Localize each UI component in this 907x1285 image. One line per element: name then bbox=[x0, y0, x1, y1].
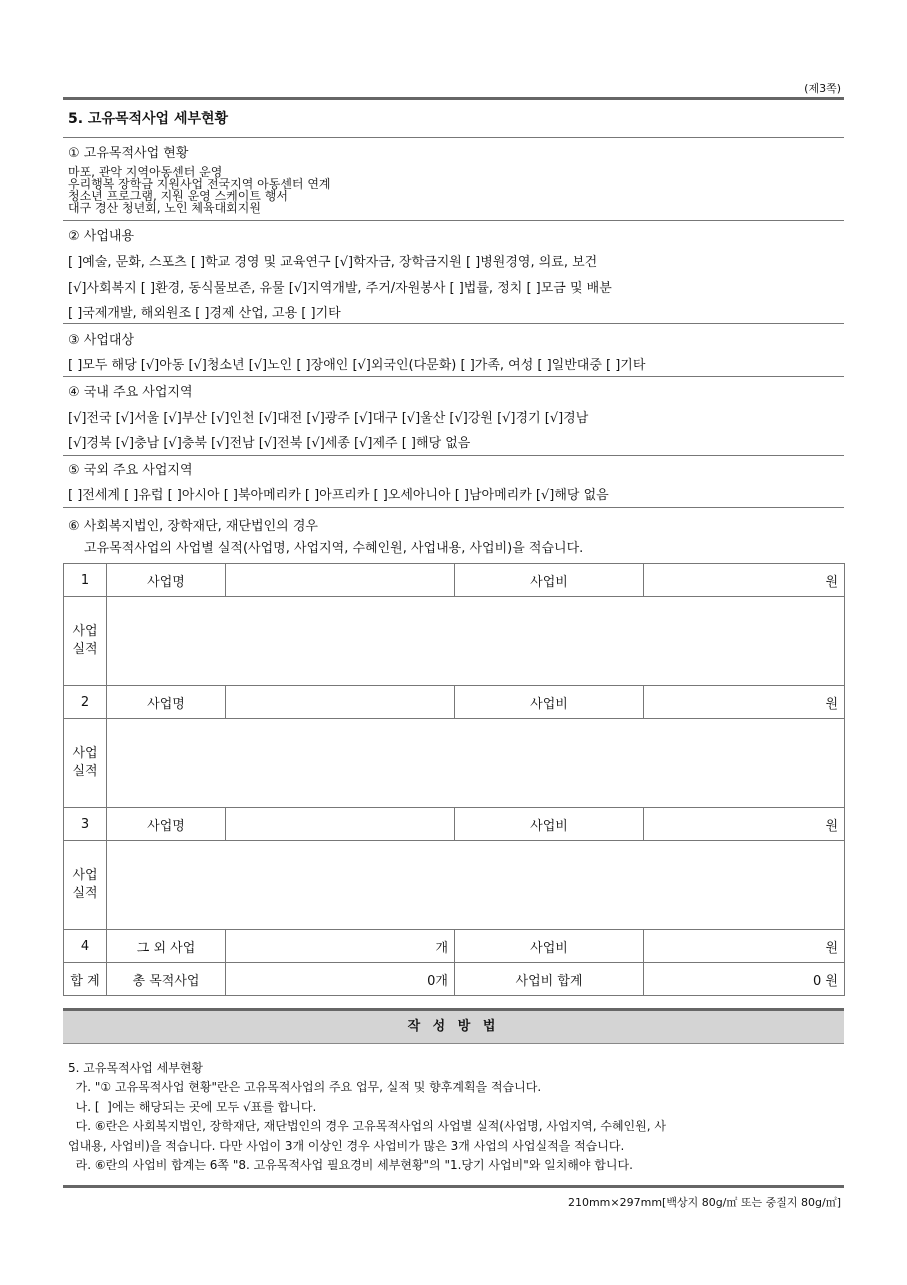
section-title: 5. 고유목적사업 세부현황 bbox=[68, 111, 229, 127]
total-cost-field[interactable]: 0 원 bbox=[644, 963, 845, 996]
name-label: 사업명 bbox=[107, 808, 226, 841]
s5-label: ⑤ 국외 주요 사업지역 bbox=[68, 463, 193, 478]
method-line: 5. 고유목적사업 세부현황 bbox=[68, 1061, 203, 1075]
name-field[interactable] bbox=[226, 808, 455, 841]
paper-spec: 210mm×297mm[백상지 80g/㎡ 또는 중질지 80g/㎡] bbox=[567, 1196, 841, 1209]
row-number: 2 bbox=[64, 686, 107, 719]
s1-label: ① 고유목적사업 현황 bbox=[68, 146, 189, 161]
s1-line: 우리행복 장학금 지원사업 전국지역 아동센터 연계 bbox=[68, 177, 331, 191]
performance-table bbox=[63, 563, 845, 996]
name-label: 사업명 bbox=[107, 686, 226, 719]
s4-label: ④ 국내 주요 사업지역 bbox=[68, 385, 193, 400]
s1-line: 대구 경산 청년회, 노인 체육대회지원 bbox=[68, 201, 261, 215]
row-number: 3 bbox=[64, 808, 107, 841]
table-row bbox=[64, 686, 845, 719]
name-field[interactable] bbox=[226, 564, 455, 597]
s3-line: [ ]모두 해당 [√]아동 [√]청소년 [√]노인 [ ]장애인 [√]외국인(다문화) [ ]가족, 여성 [ ]일반대중 [ ]기타 bbox=[68, 358, 646, 373]
performance-field[interactable] bbox=[107, 841, 845, 930]
divider bbox=[63, 323, 844, 324]
cost-label: 사업비 bbox=[455, 808, 644, 841]
cost-field[interactable]: 원 bbox=[644, 808, 845, 841]
table-row bbox=[64, 930, 845, 963]
total-cost-label: 사업비 합계 bbox=[455, 963, 644, 996]
row-number: 4 bbox=[64, 930, 107, 963]
cost-label: 사업비 bbox=[455, 564, 644, 597]
cost-field[interactable]: 원 bbox=[644, 686, 845, 719]
other-label: 그 외 사업 bbox=[107, 930, 226, 963]
divider bbox=[63, 376, 844, 377]
bottom-rule bbox=[63, 1185, 844, 1188]
performance-label: 사업 실적 bbox=[64, 597, 107, 686]
s1-lines bbox=[68, 166, 331, 214]
s2-line: [ ]국제개발, 해외원조 [ ]경제 산업, 고용 [ ]기타 bbox=[68, 306, 341, 321]
cost-field[interactable]: 원 bbox=[644, 930, 845, 963]
table-row bbox=[64, 597, 845, 686]
table-row bbox=[64, 963, 845, 996]
performance-label: 사업 실적 bbox=[64, 719, 107, 808]
performance-label: 사업 실적 bbox=[64, 841, 107, 930]
method-line: 업내용, 사업비)을 적습니다. 다만 사업이 3개 이상인 경우 사업비가 많은 3개 사업의 사업실적을 적습니다. bbox=[68, 1139, 625, 1153]
s2-label: ② 사업내용 bbox=[68, 229, 135, 244]
cost-label: 사업비 bbox=[455, 930, 644, 963]
cost-field[interactable]: 원 bbox=[644, 564, 845, 597]
method-line: 다. ⑥란은 사회복지법인, 장학재단, 재단법인의 경우 고유목적사업의 사업별 실적(사업명, 사업지역, 수혜인원, 사 bbox=[68, 1119, 666, 1133]
method-line: 라. ⑥란의 사업비 합계는 6쪽 "8. 고유목적사업 필요경비 세부현황"의 "1.당기 사업비"와 일치해야 합니다. bbox=[68, 1158, 633, 1172]
name-label: 사업명 bbox=[107, 564, 226, 597]
table-row bbox=[64, 564, 845, 597]
divider bbox=[63, 455, 844, 456]
method-header: 작 성 방 법 bbox=[63, 1008, 844, 1044]
total-business-label: 총 목적사업 bbox=[107, 963, 226, 996]
performance-field[interactable] bbox=[107, 597, 845, 686]
other-count-field[interactable]: 개 bbox=[226, 930, 455, 963]
s3-label: ③ 사업대상 bbox=[68, 333, 135, 348]
method-line: 나. [ ]에는 해당되는 곳에 모두 √표를 합니다. bbox=[68, 1100, 317, 1114]
table-row bbox=[64, 719, 845, 808]
s6-desc: 고유목적사업의 사업별 실적(사업명, 사업지역, 수혜인원, 사업내용, 사업비)을 적습니다. bbox=[84, 541, 584, 556]
performance-field[interactable] bbox=[107, 719, 845, 808]
divider bbox=[63, 137, 844, 138]
name-field[interactable] bbox=[226, 686, 455, 719]
s4-line: [√]경북 [√]충남 [√]충북 [√]전남 [√]전북 [√]세종 [√]제주 [ ]해당 없음 bbox=[68, 436, 471, 451]
s1-line: 마포, 관악 지역아동센터 운영 bbox=[68, 165, 223, 179]
table-row bbox=[64, 841, 845, 930]
s2-line: [√]사회복지 [ ]환경, 동식물보존, 유물 [√]지역개발, 주거/자원봉사 [ ]법률, 정치 [ ]모금 및 배분 bbox=[68, 281, 612, 296]
cost-label: 사업비 bbox=[455, 686, 644, 719]
divider bbox=[63, 220, 844, 221]
page-number: (제3쪽) bbox=[804, 82, 841, 95]
method-line: 가. "① 고유목적사업 현황"란은 고유목적사업의 주요 업무, 실적 및 향후계획을 적습니다. bbox=[68, 1080, 542, 1094]
top-rule bbox=[63, 97, 844, 100]
s6-label: ⑥ 사회복지법인, 장학재단, 재단법인의 경우 bbox=[68, 519, 318, 534]
s5-line: [ ]전세계 [ ]유럽 [ ]아시아 [ ]북아메리카 [ ]아프리카 [ ]오세아니아 [ ]남아메리카 [√]해당 없음 bbox=[68, 488, 609, 503]
total-label: 합 계 bbox=[64, 963, 107, 996]
s2-line: [ ]예술, 문화, 스포츠 [ ]학교 경영 및 교육연구 [√]학자금, 장학금지원 [ ]병원경영, 의료, 보건 bbox=[68, 255, 598, 270]
s1-line: 청소년 프로그램, 지원 운영 스케이트 행서 bbox=[68, 189, 288, 203]
total-count-field[interactable]: 0개 bbox=[226, 963, 455, 996]
s4-line: [√]전국 [√]서울 [√]부산 [√]인천 [√]대전 [√]광주 [√]대구 [√]울산 [√]강원 [√]경기 [√]경남 bbox=[68, 411, 589, 426]
row-number: 1 bbox=[64, 564, 107, 597]
divider bbox=[63, 507, 844, 508]
table-row bbox=[64, 808, 845, 841]
